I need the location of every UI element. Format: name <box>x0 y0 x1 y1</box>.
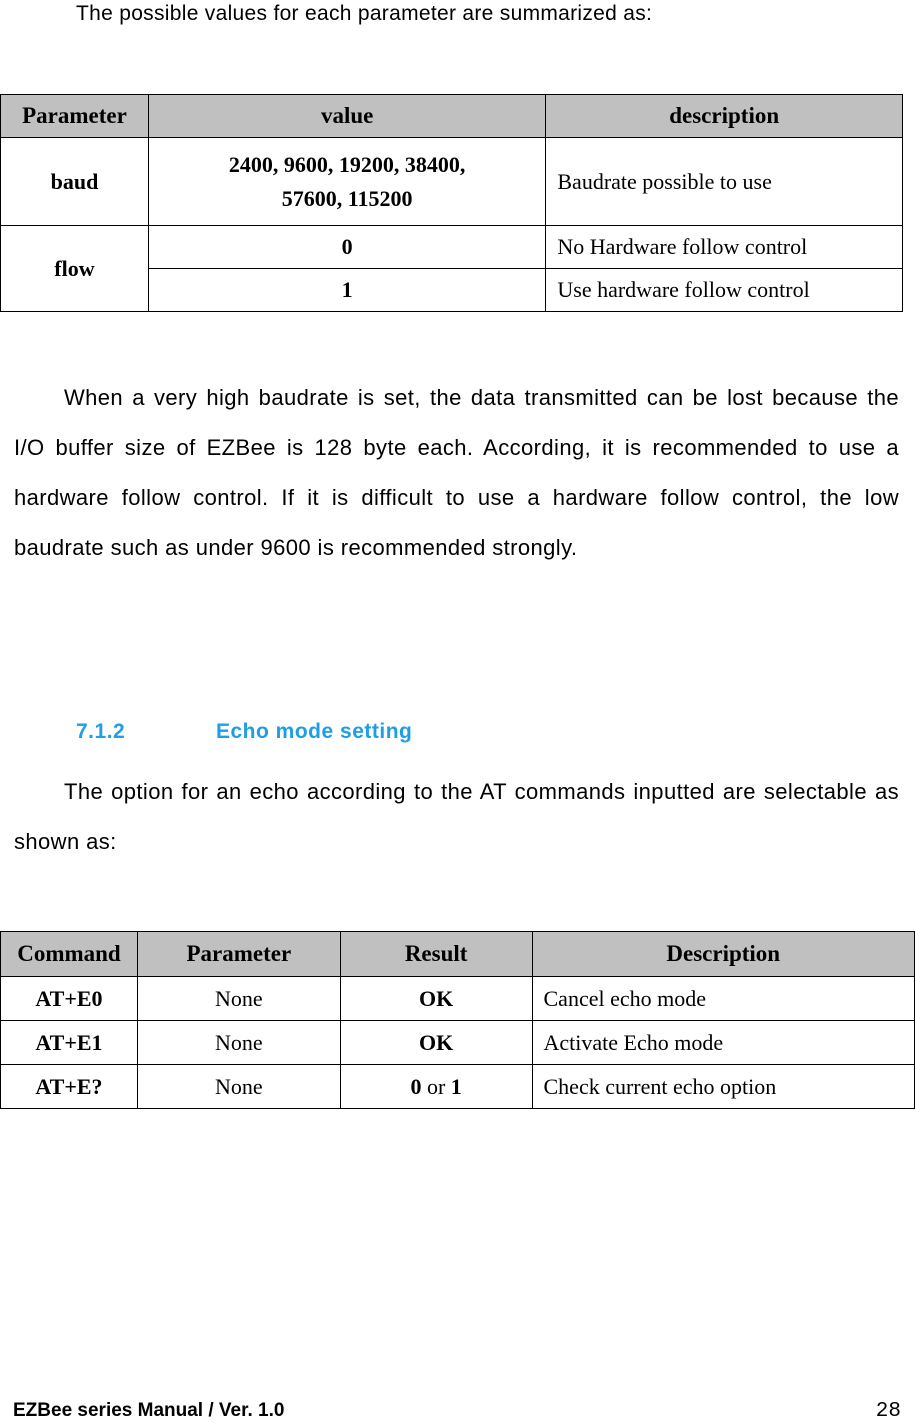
flow-description-1: Use hardware follow control <box>546 269 903 312</box>
result-cell <box>340 1065 532 1109</box>
baud-description: Baudrate possible to use <box>546 138 903 226</box>
parameter-cell: None <box>137 977 340 1021</box>
header-command: Command <box>1 932 138 977</box>
parameter-cell: None <box>137 1021 340 1065</box>
echo-paragraph <box>14 767 899 867</box>
parameter-cell: None <box>137 1065 340 1109</box>
section-title: Echo mode setting <box>216 720 413 743</box>
result-or: or <box>421 1073 451 1099</box>
command-cell: AT+E? <box>1 1065 138 1109</box>
header-description: description <box>546 95 903 138</box>
table-row <box>1 1065 915 1109</box>
table-row <box>1 1021 915 1065</box>
baudrate-paragraph-text: When a very high baudrate is set, the data transmitted can be lost because the I/O buffer size of EZBee is 128 byte each. According, it is recommended to use a hardware follow control. If it is difficult to use a hardware follow control, the low baudrate such as under 9600 is recommended strongly. <box>14 385 899 560</box>
result-zero: 0 <box>410 1073 422 1099</box>
section-number: 7.1.2 <box>76 720 126 743</box>
param-flow: flow <box>1 226 149 312</box>
baud-values <box>148 138 545 226</box>
flow-value-0: 0 <box>148 226 545 269</box>
echo-command-table <box>0 931 915 1109</box>
baudrate-paragraph <box>14 373 899 573</box>
flow-value-1: 1 <box>148 269 545 312</box>
parameter-table <box>0 94 903 312</box>
description-cell: Cancel echo mode <box>532 977 915 1021</box>
baud-values-line1: 2400, 9600, 19200, 38400, <box>228 151 466 177</box>
header-parameter: Parameter <box>1 95 149 138</box>
header-value: value <box>148 95 545 138</box>
header-description: Description <box>532 932 915 977</box>
footer-manual-title: EZBee series Manual / Ver. 1.0 <box>13 1400 285 1421</box>
table-row <box>1 226 903 269</box>
table-row <box>1 138 903 226</box>
result-cell: OK <box>340 1021 532 1065</box>
result-one: 1 <box>450 1073 462 1099</box>
table-header-row <box>1 932 915 977</box>
intro-text: The possible values for each parameter are summarized as: <box>76 2 653 25</box>
description-cell: Activate Echo mode <box>532 1021 915 1065</box>
section-heading <box>76 720 412 744</box>
description-cell: Check current echo option <box>532 1065 915 1109</box>
baud-values-line2: 57600, 115200 <box>281 185 413 211</box>
command-cell: AT+E1 <box>1 1021 138 1065</box>
result-cell: OK <box>340 977 532 1021</box>
table-header-row <box>1 95 903 138</box>
table-row <box>1 977 915 1021</box>
page-number: 28 <box>875 1400 901 1423</box>
flow-description-0: No Hardware follow control <box>546 226 903 269</box>
command-cell: AT+E0 <box>1 977 138 1021</box>
param-baud: baud <box>1 138 149 226</box>
echo-paragraph-text: The option for an echo according to the AT commands inputted are selectable as shown as: <box>14 779 899 854</box>
header-result: Result <box>340 932 532 977</box>
header-parameter: Parameter <box>137 932 340 977</box>
